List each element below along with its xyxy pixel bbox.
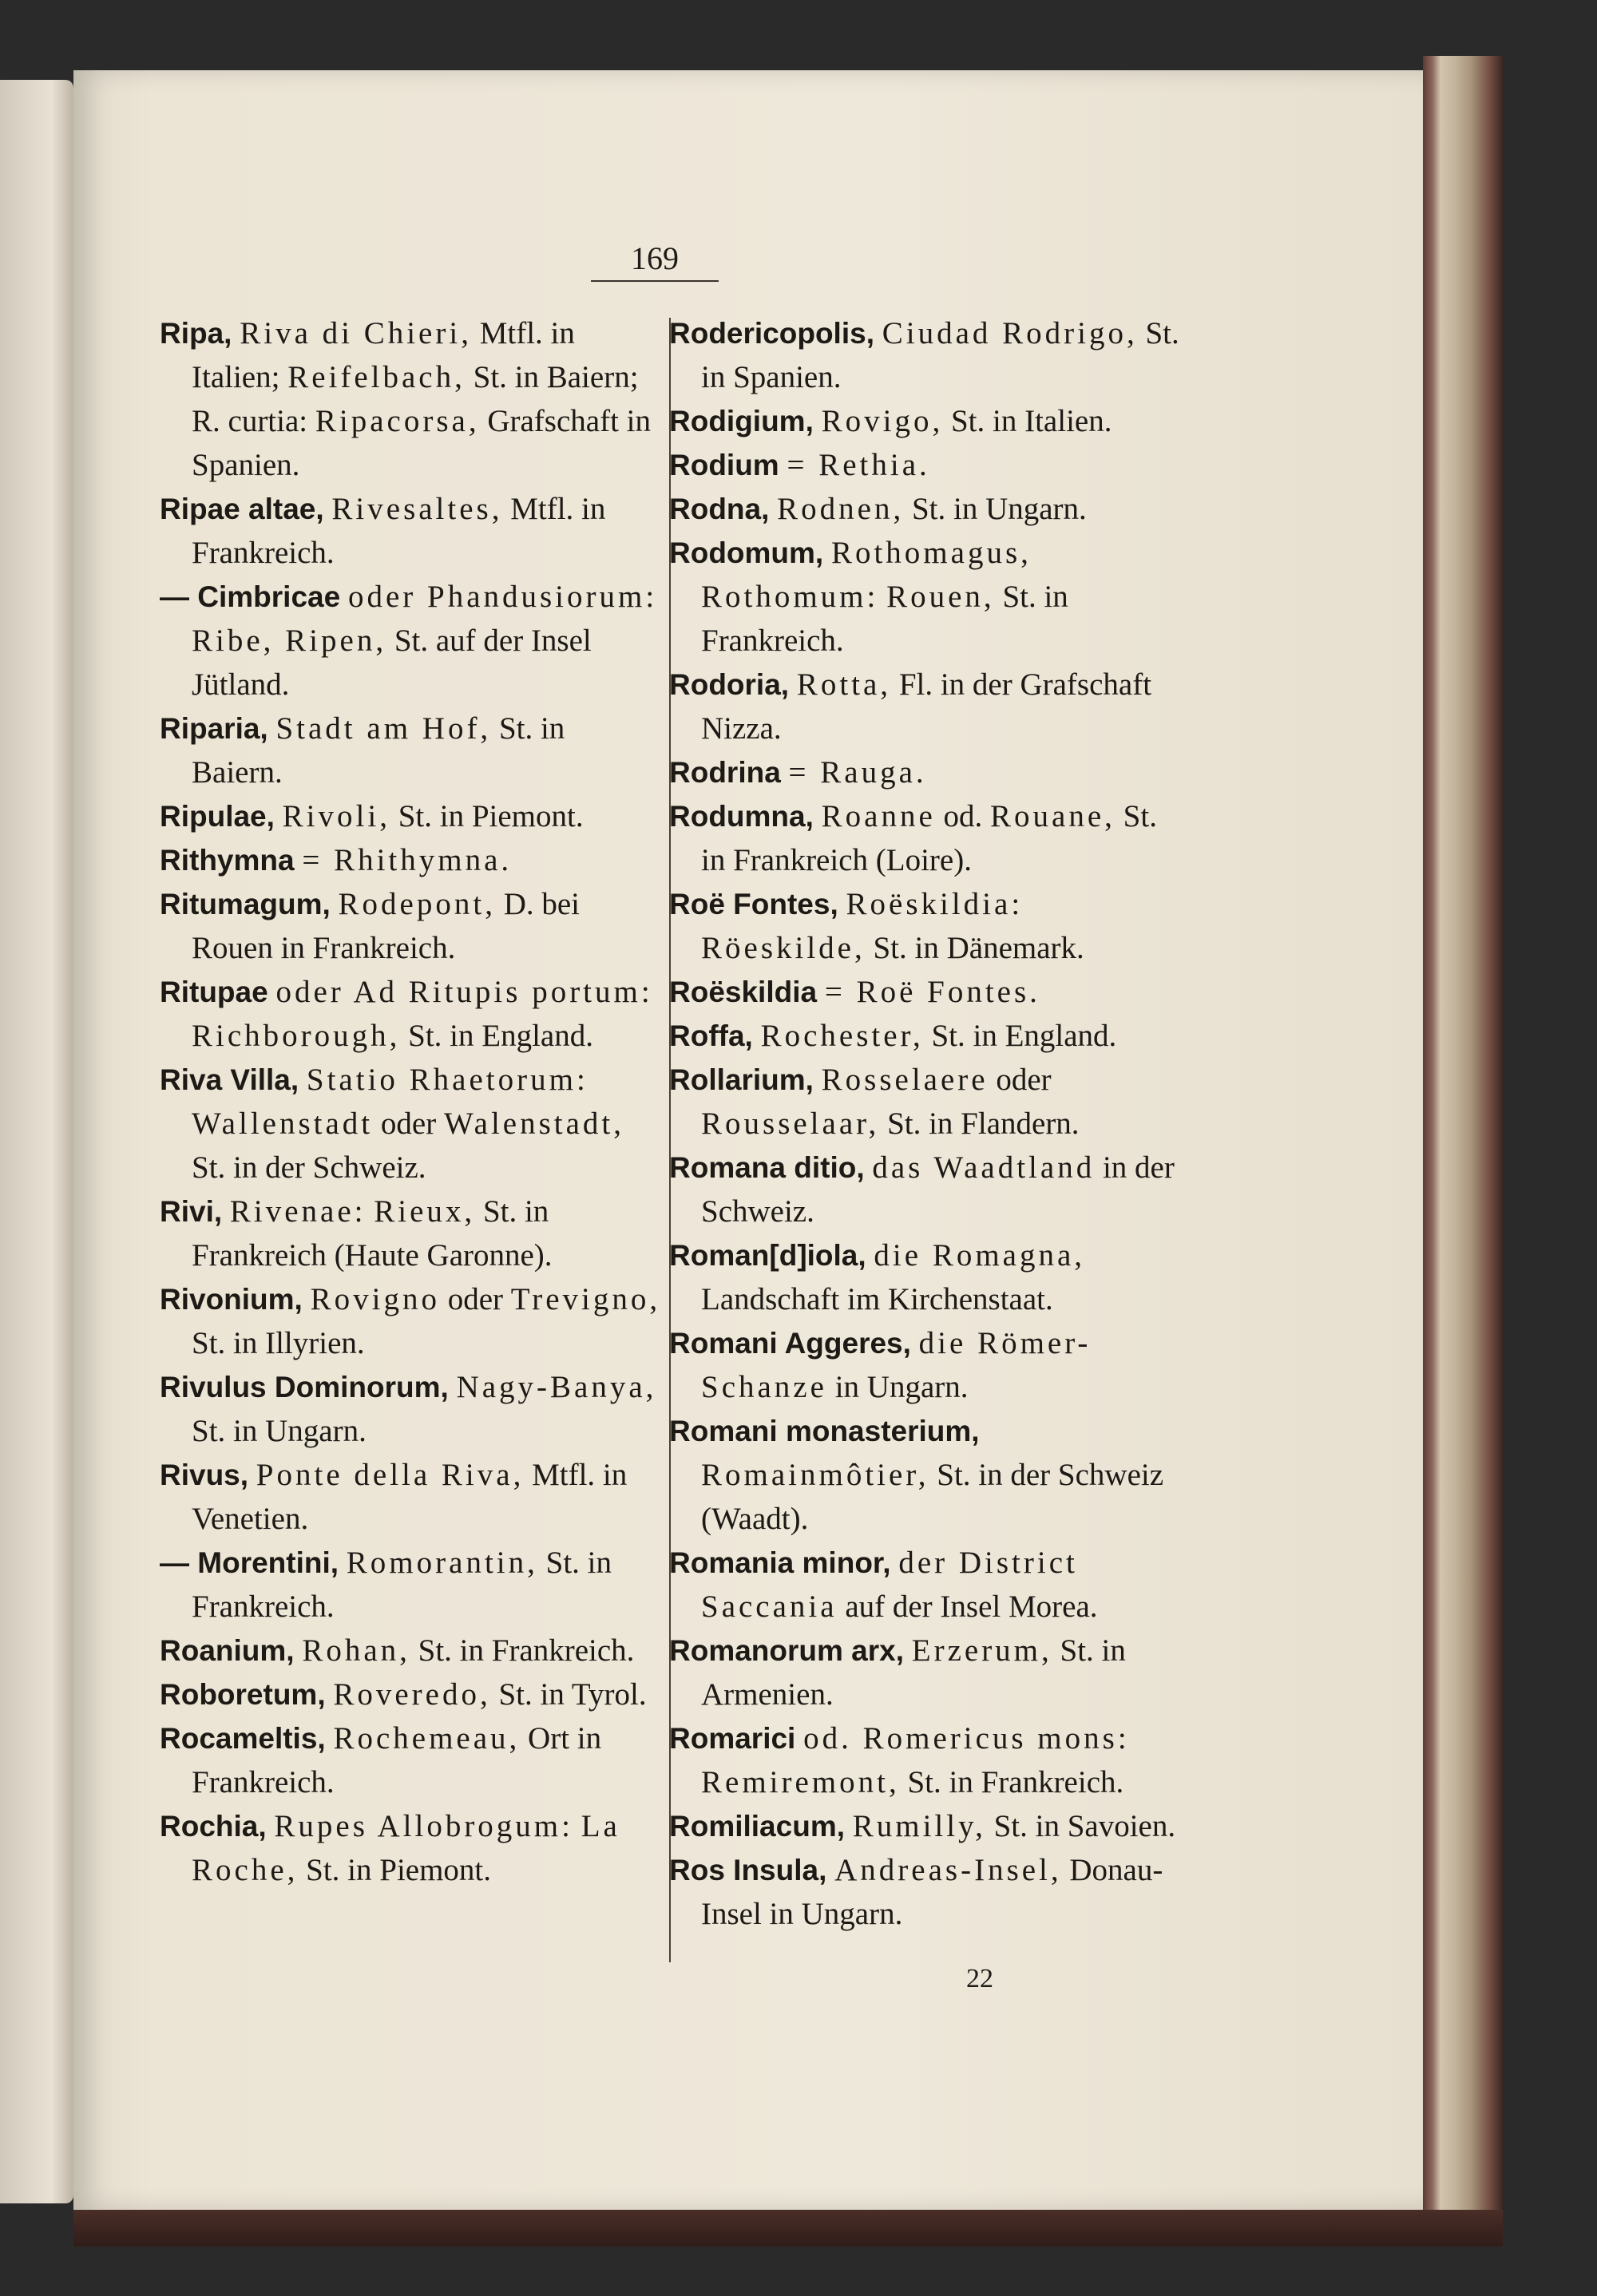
entry-lemma: Roëskildia [669,976,818,1008]
right-column [669,311,1180,1936]
dictionary-entry [160,1058,663,1190]
entry-description: Mtfl. in Italien; [192,316,575,394]
dictionary-entry [669,1629,1180,1716]
entry-lemma: Roman[d]iola, [669,1239,866,1272]
entry-lemma: Ritumagum, [160,888,331,920]
entry-modern-name: Wallenstadt [192,1106,374,1141]
entry-description: St. in Baiern; R. curtia: [192,360,639,438]
entry-modern-name: Ponte della Riva, [256,1458,525,1492]
entry-description: in Ungarn. [834,1370,969,1404]
entry-modern-name: od. Romericus mons: [803,1721,1130,1756]
dictionary-entry [669,399,1180,443]
entry-modern-name: Roanne [821,799,936,833]
dictionary-entry [669,1541,1180,1629]
entry-lemma: Roffa, [669,1019,753,1052]
page-number: 169 [591,239,719,282]
entry-lemma: Rodna, [669,493,770,525]
entry-description: St. in Ungarn. [192,1414,367,1448]
entry-description: St. in Frankreich. [907,1765,1124,1799]
entry-modern-name: Richborough, [192,1019,401,1053]
dictionary-entry [160,794,663,838]
entry-modern-name: Rivenae: [229,1194,367,1229]
entry-lemma: Roë Fontes, [669,888,838,920]
dictionary-entry [160,311,663,487]
dictionary-entry [669,1321,1180,1409]
entry-modern-name: Ripacorsa, [315,404,480,438]
dictionary-entry [160,1804,663,1892]
entry-lemma: Riparia, [160,712,268,745]
entry-description: auf der Insel Morea. [845,1589,1098,1624]
book-spine-edge [1423,56,1503,2243]
dictionary-entry [160,1365,663,1453]
dictionary-entry [160,1716,663,1804]
entry-modern-name: Rousselaar, [701,1106,880,1141]
dictionary-entry [669,531,1180,663]
entry-description: St. in Savoien. [993,1809,1176,1843]
dictionary-entry [160,575,663,707]
dictionary-entry [669,1848,1180,1936]
entry-description: Grafschaft in Spanien. [192,404,651,482]
dictionary-entry [160,1541,663,1629]
dictionary-entry [160,1190,663,1277]
entry-description: St. in England. [931,1019,1117,1053]
entry-modern-name: Rotta, [796,667,892,702]
dictionary-entry [669,794,1180,882]
entry-modern-name: Rodnen, [777,492,905,526]
entry-modern-name: Rieux, [374,1194,476,1229]
entry-modern-name: das Waadtland [872,1150,1096,1185]
entry-modern-name: Statio Rhaetorum: [306,1063,588,1097]
entry-description: Donau-Insel in Ungarn. [701,1853,1163,1931]
entry-lemma: Romanorum arx, [669,1634,905,1667]
entry-description: St. in Dänemark. [873,931,1084,965]
entry-description: in der Schweiz. [701,1150,1175,1229]
entry-description: St. in Italien. [950,404,1112,438]
entry-description: St. in Illyrien. [192,1326,365,1360]
dictionary-entry [669,1409,1180,1541]
entry-modern-name: Rumilly, [852,1809,986,1843]
entry-modern-name: Romainmôtier, [701,1458,929,1492]
entry-modern-name: = Rauga. [788,755,927,790]
dictionary-entry [669,443,1180,487]
entry-description: Mtfl. in Venetien. [192,1458,628,1536]
dictionary-entry [160,882,663,970]
entry-lemma: Roanium, [160,1634,295,1667]
entry-lemma: Rodomum, [669,536,824,569]
entry-modern-name: Rodepont, [338,887,496,921]
entry-modern-name: Ribe, Ripen, [192,623,387,658]
entry-description: St. in Piemont. [398,799,584,833]
dictionary-entry [669,1058,1180,1146]
entry-lemma: Rivulus Dominorum, [160,1371,449,1403]
facing-page-edge [0,80,73,2203]
entry-lemma: Rivonium, [160,1283,303,1316]
entry-description: od. [943,799,983,833]
entry-modern-name: Reifelbach, [287,360,466,394]
printer-signature-mark: 22 [966,1964,993,1993]
entry-lemma: Romiliacum, [669,1810,845,1843]
entry-lemma: Ripae altae, [160,493,324,525]
entry-description: St. in der Schweiz (Waadt). [701,1458,1164,1536]
entry-lemma: Ripa, [160,317,232,350]
entry-lemma: Rollarium, [669,1063,814,1096]
dictionary-entry [669,663,1180,750]
entry-modern-name: Rochester, [760,1019,924,1053]
entry-description: St. in Frankreich. [418,1633,635,1668]
entry-modern-name: Roveredo, [333,1677,491,1712]
entry-description: St. in Frankreich (Haute Garonne). [192,1194,553,1273]
entry-lemma: Rocameltis, [160,1722,326,1755]
entry-description: Mtfl. in Frankreich. [192,492,606,570]
entry-lemma: Rivi, [160,1195,223,1228]
entry-modern-name: die Romagna, [874,1238,1086,1273]
dictionary-entry [669,1233,1180,1321]
entry-modern-name: Rivoli, [282,799,390,833]
entry-modern-name: die Römer-Schanze [701,1326,1092,1404]
entry-description: oder [447,1282,504,1316]
entry-lemma: Rodoria, [669,668,790,701]
dictionary-entry [669,882,1180,970]
entry-modern-name: Rosselaere [821,1063,989,1097]
dictionary-entry [160,1673,663,1716]
entry-modern-name: Andreas-Insel, [834,1853,1062,1887]
entry-modern-name: Nagy-Banya, [456,1370,657,1404]
entry-lemma: — Cimbricae [160,580,341,613]
entry-description: St. in Ungarn. [911,492,1087,526]
entry-lemma: Romani monasterium, [669,1415,980,1447]
entry-modern-name: der District Saccania [701,1546,1078,1624]
entry-modern-name: = Roë Fontes. [824,975,1040,1009]
entry-modern-name: Rouane, [990,799,1116,833]
entry-description: St. auf der Insel Jütland. [192,623,592,702]
entry-modern-name: Röeskilde, [701,931,866,965]
entry-description: St. in Armenien. [701,1633,1126,1712]
entry-lemma: Romarici [669,1722,796,1755]
entry-description: St. in Spanien. [701,316,1179,394]
dictionary-entry [160,1629,663,1673]
entry-description: St. in England. [408,1019,593,1053]
entry-description: Landschaft im Kirchenstaat. [701,1282,1053,1316]
dictionary-entry [160,838,663,882]
entry-modern-name: Rovigno [310,1282,440,1316]
dictionary-entry [669,1146,1180,1233]
entry-modern-name: Rohan, [302,1633,410,1668]
dictionary-entry [160,487,663,575]
entry-modern-name: Rupes Allobrogum: [274,1809,573,1843]
entry-description: St. in Frankreich. [192,1546,612,1624]
entry-modern-name: Rouen, [886,580,995,614]
entry-modern-name: Ciudad Rodrigo, [882,316,1138,350]
dictionary-entry [160,1277,663,1365]
entry-modern-name: oder Phandusiorum: [347,580,658,614]
entry-description: St. in der Schweiz. [192,1150,426,1185]
entry-lemma: Rochia, [160,1810,267,1843]
entry-lemma: Ros Insula, [669,1854,827,1886]
entry-modern-name: Remiremont, [701,1765,900,1799]
entry-lemma: Rodumna, [669,800,814,833]
left-column [160,311,663,1892]
entry-lemma: Rodigium, [669,405,814,437]
entry-lemma: Romana ditio, [669,1151,865,1184]
dictionary-entry [669,970,1180,1014]
entry-modern-name: Walenstadt, [443,1106,625,1141]
entry-lemma: Romani Aggeres, [669,1327,911,1360]
entry-description: Ort in Frankreich. [192,1721,602,1799]
entry-lemma: Romania minor, [669,1546,891,1579]
entry-description: St. in Frankreich (Loire). [701,799,1157,877]
dictionary-entry [160,707,663,794]
entry-description: Fl. in der Grafschaft Nizza. [701,667,1152,746]
entry-description: St. in Flandern. [887,1106,1080,1141]
entry-modern-name: = Rhithymna. [302,843,513,877]
entry-modern-name: Rothomagus, Rothomum: [701,536,1032,614]
book-cover-bottom [73,2210,1503,2247]
entry-description: St. in Piemont. [306,1853,492,1887]
entry-modern-name: = Rethia. [787,448,930,482]
entry-description: oder [380,1106,437,1141]
dictionary-entry [160,1453,663,1541]
entry-lemma: Roboretum, [160,1678,326,1711]
entry-modern-name: Rochemeau, [333,1721,521,1756]
entry-lemma: Rodium [669,449,779,481]
entry-lemma: Rivus, [160,1459,249,1491]
dictionary-entry [669,487,1180,531]
entry-lemma: Rodrina [669,756,781,789]
entry-lemma: — Morentini, [160,1546,339,1579]
entry-description: D. bei Rouen in Frankreich. [192,887,581,965]
entry-modern-name: Romorantin, [346,1546,538,1580]
entry-description: St. in Tyrol. [498,1677,647,1712]
entry-modern-name: Roëskildia: [846,887,1024,921]
entry-lemma: Ripulae, [160,800,275,833]
entry-modern-name: Rivesaltes, [331,492,503,526]
entry-lemma: Ritupae [160,976,268,1008]
dictionary-entry [669,1716,1180,1804]
dictionary-entry [669,1014,1180,1058]
dictionary-entry [669,1804,1180,1848]
entry-description: St. in Baiern. [192,711,565,790]
entry-modern-name: Riva di Chieri, [240,316,472,350]
entry-modern-name: Trevigno, [510,1282,661,1316]
dictionary-entry [669,311,1180,399]
entry-modern-name: oder Ad Ritupis portum: [275,975,653,1009]
entry-description: St. in Frankreich. [701,580,1068,658]
entry-description: oder [996,1063,1052,1097]
entry-modern-name: Stadt am Hof, [275,711,492,746]
entry-lemma: Rithymna [160,844,295,877]
entry-modern-name: Erzerum, [911,1633,1052,1668]
dictionary-entry [669,750,1180,794]
dictionary-entry [160,970,663,1058]
entry-modern-name: La Roche, [192,1809,620,1887]
entry-modern-name: Rovigo, [821,404,944,438]
entry-lemma: Riva Villa, [160,1063,299,1096]
entry-lemma: Rodericopolis, [669,317,874,350]
